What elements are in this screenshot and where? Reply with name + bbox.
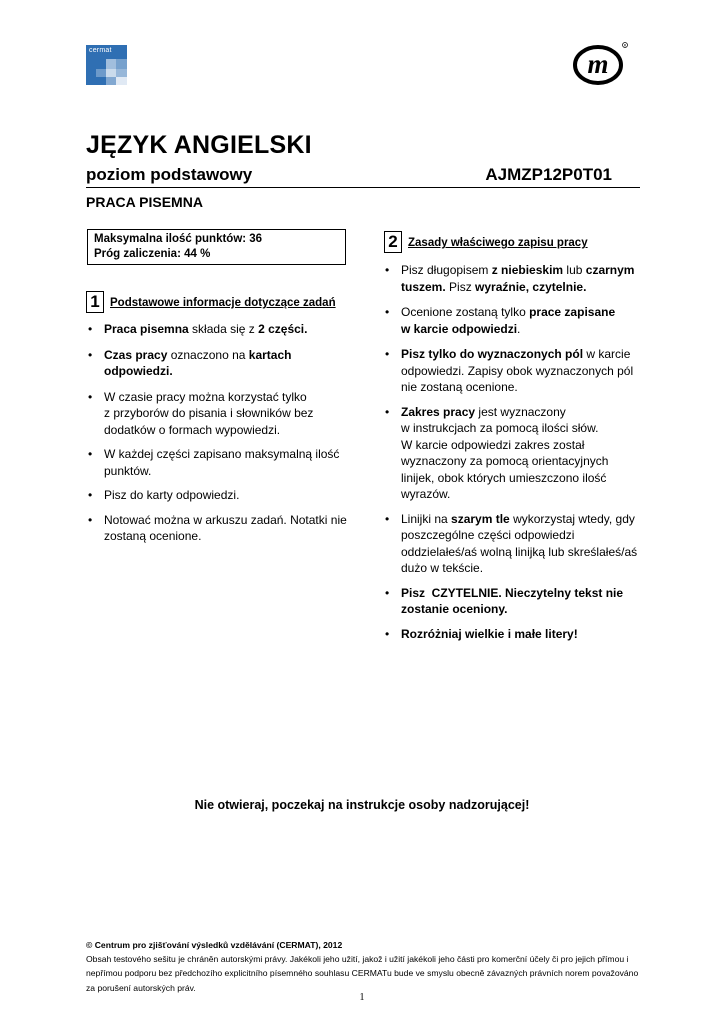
page-title: JĘZYK ANGIELSKI bbox=[86, 131, 312, 159]
list-item: • Linijki na szarym tle wykorzystaj wtedy, gdy poszczególne części odpowiedzi oddzielałeś/aś wolną linijką lub skreślałeś/aś dużo w tekście. bbox=[383, 511, 645, 577]
points-box bbox=[87, 229, 346, 265]
exam-part-title: PRACA PISEMNA bbox=[86, 194, 203, 210]
section-1-number: 1 bbox=[86, 291, 104, 313]
page-number: 1 bbox=[359, 992, 365, 1003]
cermat-logo-icon bbox=[86, 45, 127, 85]
list-item: • Pisz CZYTELNIE. Nieczytelny tekst nie zostanie oceniony. bbox=[383, 585, 645, 618]
exam-level: poziom podstawowy bbox=[86, 165, 253, 184]
svg-text:R: R bbox=[623, 43, 627, 48]
footer bbox=[86, 938, 640, 995]
list-item: • Pisz długopisem z niebieskim lub czarnym tuszem. Pisz wyraźnie, czytelnie. bbox=[383, 262, 645, 295]
exam-code: AJMZP12P0T01 bbox=[485, 165, 612, 184]
header-divider bbox=[86, 187, 640, 188]
footer-copyright: © Centrum pro zjišťování výsledků vzdělávání (CERMAT), 2012 bbox=[86, 940, 343, 950]
list-item: • Czas pracy oznaczono na kartach odpowiedzi. bbox=[86, 347, 348, 380]
section-1-list bbox=[86, 321, 348, 545]
instruction-notice: Nie otwieraj, poczekaj na instrukcje osoby nadzorującej! bbox=[194, 798, 530, 812]
footer-text: Obsah testového sešitu je chráněn autorskými právy. Jakékoli jeho užití, jakož i užití jakékoli jeho části pro komerční účely či pro jejich přímou i nepřímou podporu bez předchozího explicitního písemného souhlasu CERMATu bude ve smyslu obecně závazných právních norem považováno za porušení autorských práv. bbox=[86, 954, 639, 993]
max-points: Maksymalna ilość punktów: 36 bbox=[94, 233, 263, 245]
section-2-title: Zasady właściwego zapisu pracy bbox=[408, 237, 588, 249]
list-item: • Pisz tylko do wyznaczonych pól w karcie odpowiedzi. Zapisy obok wyznaczonych pól nie zostaną ocenione. bbox=[383, 346, 645, 396]
svg-text:m: m bbox=[587, 49, 609, 79]
m-logo-icon bbox=[573, 40, 629, 86]
section-2-number: 2 bbox=[384, 231, 402, 253]
list-item: • Pisz do karty odpowiedzi. bbox=[86, 487, 348, 504]
pass-threshold: Próg zaliczenia: 44 % bbox=[94, 248, 211, 260]
cermat-logo-text: cermat bbox=[89, 47, 112, 54]
list-item: • W czasie pracy można korzystać tylko z przyborów do pisania i słowników bez dodatków o formach wypowiedzi. bbox=[86, 389, 348, 439]
list-item: • Notować można w arkuszu zadań. Notatki nie zostaną ocenione. bbox=[86, 512, 348, 545]
list-item: • W każdej części zapisano maksymalną ilość punktów. bbox=[86, 446, 348, 479]
list-item: • Ocenione zostaną tylko prace zapisane w karcie odpowiedzi. bbox=[383, 304, 645, 337]
list-item: • Rozróżniaj wielkie i małe litery! bbox=[383, 626, 645, 643]
list-item: • Zakres pracy jest wyznaczony w instrukcjach za pomocą ilości słów. W karcie odpowiedzi zakres został wyznaczony za pomocą orientacyjnych linijek, obok których umieszczono ilość wyrazów. bbox=[383, 404, 645, 503]
section-2-list bbox=[383, 262, 645, 642]
section-1-title: Podstawowe informacje dotyczące zadań bbox=[110, 297, 336, 309]
list-item: • Praca pisemna składa się z 2 części. bbox=[86, 321, 348, 338]
